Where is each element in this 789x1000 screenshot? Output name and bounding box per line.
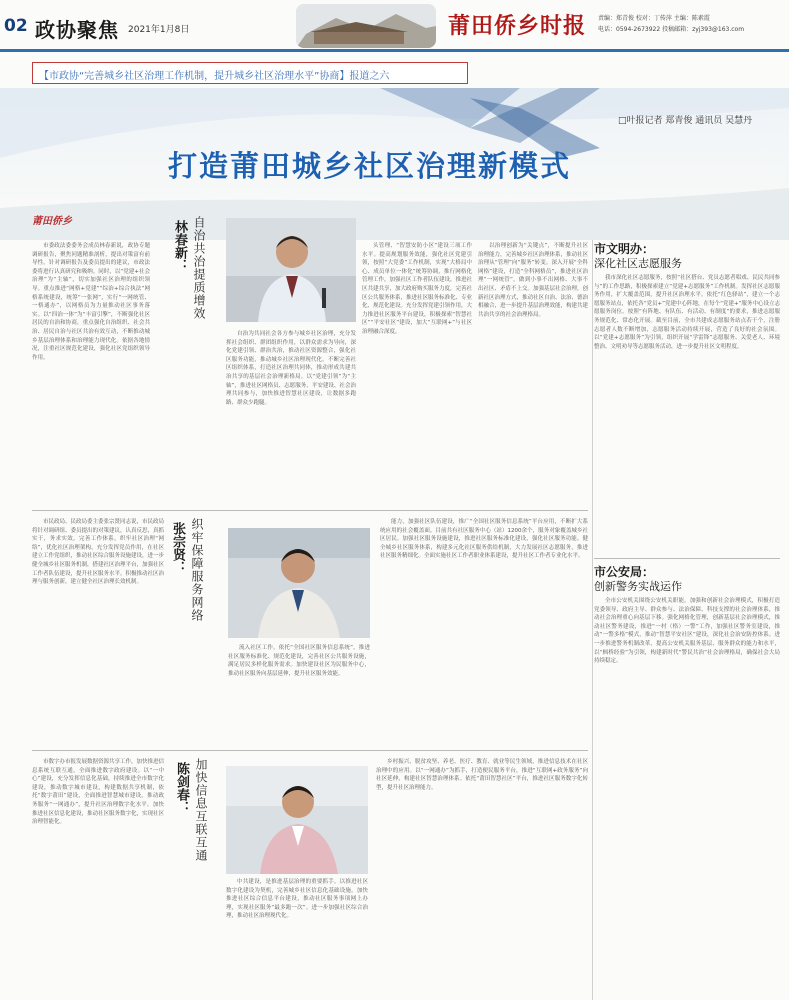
newspaper-masthead: 莆田侨乡时报 [448, 13, 587, 39]
interviewee-photo [226, 218, 356, 322]
article-2-right-text [380, 518, 588, 744]
interview-1-heading [170, 216, 218, 326]
header-photo [296, 4, 436, 48]
paragraph: 中共建设，是推进基层治理的重要抓手。以推进社区数字化建设为契机，完善城乡社区信息化基础设施，加快推进社区综合信息平台建设，推动社区服务事项网上办理，实现社区服务“最多跑一次”。进一步加强社区综合治理，推动社区治理现代化。 [226, 879, 368, 920]
article-title: 打造莆田城乡社区治理新模式 [168, 149, 572, 183]
side-article-1-head: 市文明办： [594, 242, 655, 256]
paragraph: 自治为共同社会各方参与城乡社区治理，充分发挥社会组织、群团组织作用，以群众需求为导向，深化党建引领、群治共治，推动社区资源整合，强化社区服务功能，推动城乡社区治理现代化。不断完善社区组织体系，打造社区治理共同体，推动形成共建共治共享的基层社会治理新格局。以“党建引领”为“主轴”，推进社区网格员、志愿服务、平安建设、社会治理共同参与，加快推进智慧社区建设，让数据多跑路、群众少跑腿。 [226, 331, 356, 406]
interviewee-name: 张宗贤： [170, 522, 185, 574]
header-rule [0, 49, 789, 52]
side-article-2-subtitle: 创新警务实战运作 [594, 580, 682, 593]
interviewee-name: 陈剑春： [174, 762, 189, 814]
interview-quote: 加快信息互联互通 [194, 758, 208, 862]
interview-3-heading [172, 758, 220, 870]
side-article-2-text [594, 597, 780, 997]
paragraph: 乡村振兴、脱贫攻坚、养老、医疗、教育、就业等民生领域，推进信息技术在社区治理中的应用。以“一网通办”为抓手，打造便民服务平台，推进“互联网+政务服务”向社区延伸，构建社区智慧治理体系。依托“莆田智慧社区”平台，推进社区服务数字化转型，提升社区治理能力。 [376, 759, 588, 791]
paragraph: 全市公安机关围绕公安机关职能，加强和创新社会治理模式，积极打造党委领导、政府主导、群众参与、法治保障、科技支撑的社会治理体系，推动社会治理重心向基层下移。强化网格化管理，创新基层社会治理模式，推动社区警务建设，推进“一村（格）一警”工作，加强社区警务室建设，推动“一警多格”模式，推动“智慧平安社区”建设，深化社会治安防控体系。进一步推进警务机制改革，提高公安机关服务基层、服务群众的能力和水平，以“枫桥经验”为引领，构建新时代“警民共治”社会治理格局，确保社会大局持续稳定。 [594, 598, 780, 665]
editor-credits [598, 13, 744, 35]
reporter-byline [618, 114, 752, 128]
page-header [0, 0, 789, 48]
column-rule [592, 240, 593, 1000]
side-article-2-head: 市公安局： [594, 565, 655, 579]
article-2-left-text [32, 518, 164, 744]
paragraph: 市民政局、民政局委主委张宗贤同志说，市民政局将针对调研组、委员提出的对策建议，认真反思，真抓实干，务求实效。完善工作体系，织牢社区治理“网络”，优化社区治理架构，充分发挥党员作用，在社区建立工作党组织，推动社区综合服务设施建设，进一步健全城乡社区服务机制，搭建社区治理平台，加强社区工作者队伍建设，提升社区服务水平。积极推动社区治理与服务创新，建立健全社区治理长效机制。 [32, 519, 164, 586]
article-1-middle-text [226, 330, 356, 504]
issue-date: 2021年1月8日 [128, 25, 190, 35]
section-divider [594, 558, 780, 559]
paragraph: 以治理创新为“关键点”，不断提升社区治理能力，完善城乡社区治理体系，推动社区治理从“管理”向“服务”转变。深入开展“全科网格”建设，打造“全科网格员”，推进社区治理“一网统管”，做到小事不出网格、大事不出社区、矛盾不上交。加强基层社会治理，创新社区治理方式，推动社区自治、法治、德治相融合，进一步提升基层治理效能，构建共建共治共享的社会治理格局。 [478, 243, 588, 318]
series-subheading [32, 62, 468, 84]
interview-2-heading [168, 518, 216, 628]
section-title: 政协聚焦 [35, 18, 119, 42]
interview-quote: 自治共治提质增效 [192, 216, 206, 320]
paragraph: 我市深化社区志愿服务，按照“社区搭台、党员志愿者唱戏、民民共同参与”的工作思路，积极探索建立“党建+志愿服务”工作机制。发挥社区志愿服务作用，扩大覆盖范围，提升社区治理水平。依托“红色驿站”，建立一个志愿服务站点，依托各“党员+”党建中心阵地，在每个“党建+”服务中心设立志愿服务岗位。按照“有阵地、有队伍、有活动、有制度”的要求，推进志愿服务规范化、常态化开展。截至目前，全市共建成志愿服务站点若干个，注册志愿者人数不断增加，志愿服务活动持续开展，营造了良好的社会氛围。以“党建+志愿服务”为引领，组织开展“学雷锋”志愿服务、关爱老人、环境整治、文明劝导等志愿服务活动，进一步提升社区文明程度。 [594, 275, 780, 350]
credits-line: 责编：郑青俊 校对：丁传萍 主编：陈素霞 [598, 15, 710, 22]
interviewee-name: 林春新： [172, 220, 187, 272]
interviewee-photo [228, 528, 370, 638]
paragraph: 能力，加强社区队伍建设，推广“全国社区服务信息系统”平台应用，不断扩大系统应用的社会覆盖面。目前共有社区服务中心（站）1200余个，服务对象覆盖城乡社区居民。加强社区服务设施建设，推进社区服务标准化建设，强化社区服务功能。健全城乡社区服务体系，构建多元化社区服务供给机制，大力发展社区志愿服务，推进社区服务精细化。全面实施社区工作者职业体系建设，提升社区工作者专业化水平。 [380, 519, 588, 560]
byline-line: □叶报记者 郑青俊 通讯员 吴慧丹 [618, 116, 753, 126]
right-column [594, 242, 780, 1000]
section-divider [32, 510, 588, 511]
article-1-col4-text [478, 242, 588, 504]
subheading-text: 【市政协“完善城乡社区治理工作机制，提升城乡社区治理水平”协商】报道之六 [39, 71, 390, 82]
interviewee-photo [226, 766, 368, 874]
section-divider [32, 750, 588, 751]
side-article-1-subtitle: 深化社区志愿服务 [594, 257, 682, 270]
paragraph: 头管理、“智慧安防小区”建设三项工作水平。提高规划服务效能，强化社区党建引领，按照“大党委”工作机制，实现“大格局中心、成员单位一体化”统筹协调，推行网格化管理工作，加强社区工作者队伍建设，推进社区共建共享，加大政府购买服务力度，完善社区公共服务体系，推进社区服务标准化、专业化、规范化建设。充分发挥党建引领作用，大力推进社区服务平台建设，积极探索“智慧社区”“平安社区”建设，加大“互联网+”与社区治理融合深度。 [362, 243, 472, 335]
paragraph: 市数字办市报发展数据资源共享工作，加快推进信息系统互联互通，全面推进数字政府建设。以“一中心”建设，充分发挥信息化基础，持续推进全市数字化建设，推动数字城市建设，构建数据共享机制，依托“数字莆田”建设，全面推进智慧城市建设，推动政务服务“一网通办”，提升社区治理数字化水平。加快推进社区信息化建设，推动社区服务数字化，实现社区治理智能化。 [32, 759, 164, 826]
paragraph: 流入社区工作。依托“全国社区服务信息系统”，推进社区服务标准化、规范化建设，完善社区公共服务设施，满足居民多样化服务需求。加快建设社区为民服务中心，推动社区服务向基层延伸，提升社区服务效能。 [228, 645, 370, 677]
paragraph: 市委政法委委务会成员林春新说，政协专题调研报告，聚焦问题精准剖析，提出对策富有前导性。针对调研报告及委员提出的建议，市政法委将进行认真研究和吸纳。同时，以“党建+社会治理”为“主轴”，切实加强社区治理的组织领导。重点推进“网格+党建”“综治+综合执法”网格系统建设，统筹“一张网”，实行“一网统管、一格通办”，以网格员为力量推动社区事务落实。以“四治一体”为“丰富引擎”，不断强化社区居民的自治和协商，重点强化自治组织、社会共治、居民自治与社区共治有效互动，不断推动城乡基层治理体系和治理能力现代化。依据各地情况，注重社区规范化建设，强化社区党组织领导作用。 [32, 243, 150, 361]
article-3-left-text [32, 758, 164, 998]
article-3-middle-text [226, 878, 368, 998]
interview-quote: 织牢保障服务网络 [190, 518, 204, 622]
paper-logo: 莆田侨乡 [32, 216, 72, 227]
credits-line: 电话：0594-2673922 投稿邮箱：zyj393@163.com [598, 26, 745, 33]
article-2-middle-text [228, 644, 370, 744]
article-3-right-text [376, 758, 588, 998]
side-article-1-text [594, 274, 780, 552]
article-1-left-text [32, 242, 150, 504]
article-1-col3-text [362, 242, 472, 504]
page-number: 02 [4, 16, 28, 36]
